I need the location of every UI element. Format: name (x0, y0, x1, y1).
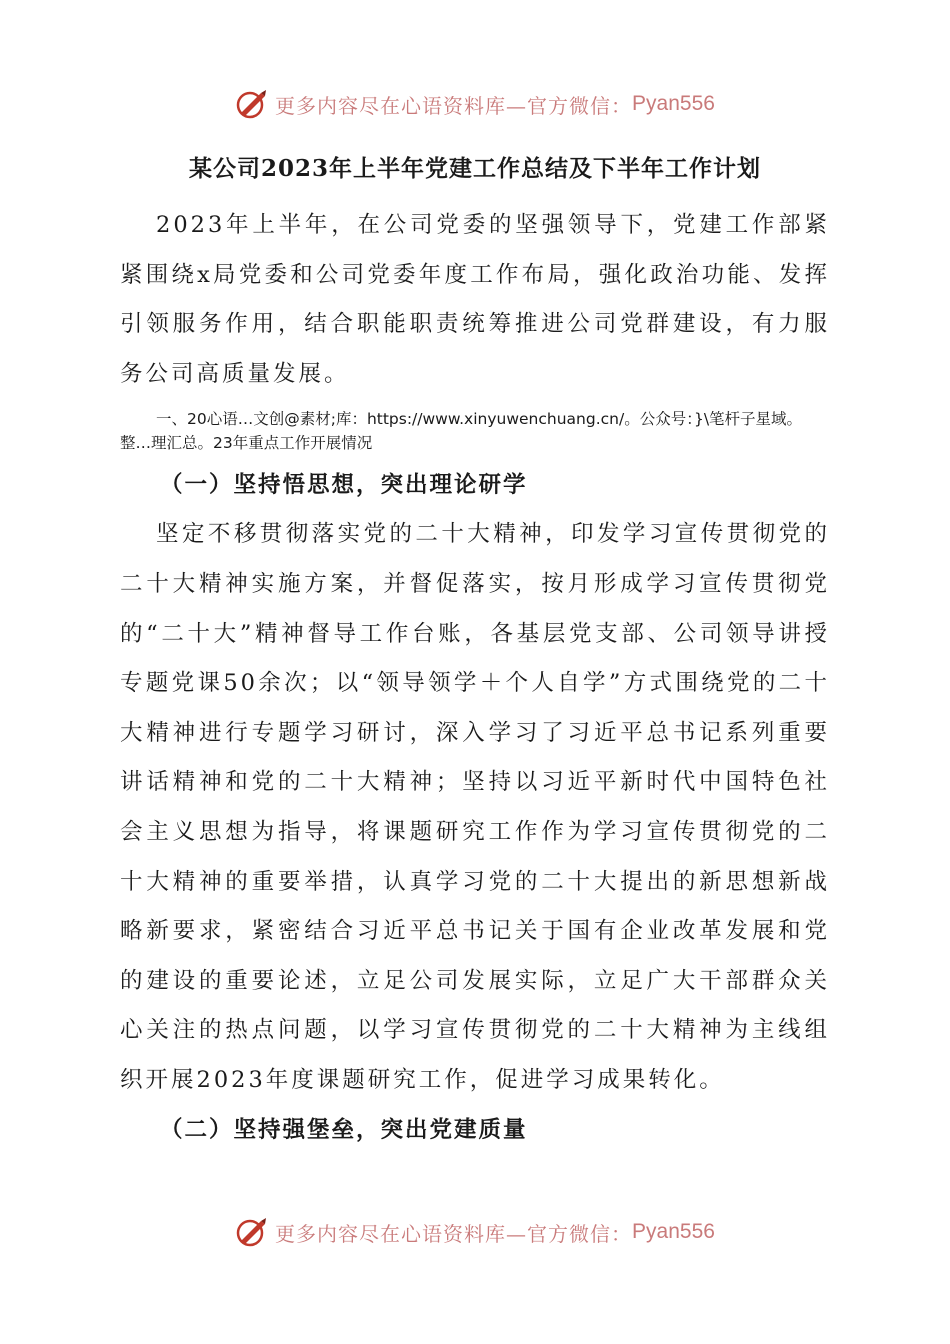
pen-logo-icon (235, 87, 269, 121)
pen-logo-icon (235, 1215, 269, 1249)
banner-text: 更多内容尽在心语资料库—官方微信： (275, 1221, 633, 1246)
banner-text: 更多内容尽在心语资料库—官方微信： (275, 93, 633, 118)
header-banner (0, 84, 950, 124)
section-heading-line: 一、20心语…文创@素材;库：https://www.xinyuwenchuang.cn/。公众号：}\笔杆子星域。整…理汇总。23年重点工作开展情况 (120, 410, 803, 453)
banner-wechat-id: Pyan556 (632, 1220, 715, 1243)
footer-banner (0, 1212, 950, 1252)
banner-wechat-id: Pyan556 (632, 92, 715, 115)
document-body (120, 150, 830, 1155)
document-title: 某公司2023年上半年党建工作总结及下半年工作计划 (188, 155, 761, 182)
subsection-heading-2: （二）坚持强堡垒，突出党建质量 (160, 1116, 528, 1143)
body-paragraph-1: 坚定不移贯彻落实党的二十大精神，印发学习宣传贯彻党的二十大精神实施方案，并督促落实，按月形成学习宣传贯彻党的“二十大”精神督导工作台账，各基层党支部、公司领导讲授专题党课50余次；以“领导领学＋个人自学”方式围绕党的二十大精神进行专题学习研讨，深入学习了习近平总书记系列重要讲话精神和党的二十大精神；坚持以习近平新时代中国特色社会主义思想为指导，将课题研究工作作为学习宣传贯彻党的二十大精神的重要举措，认真学习党的二十大提出的新思想新战略新要求，紧密结合习近平总书记关于国有企业改革发展和党的建设的重要论述，立足公司发展实际，立足广大干部群众关心关注的热点问题，以学习宣传贯彻党的二十大精神为主线组织开展2023年度课题研究工作，促进学习成果转化。 (120, 521, 830, 1093)
subsection-heading-1: （一）坚持悟思想，突出理论研学 (160, 472, 528, 499)
intro-paragraph: 2023年上半年，在公司党委的坚强领导下，党建工作部紧紧围绕x局党委和公司党委年度工作布局，强化政治功能、发挥引领服务作用，结合职能职责统筹推进公司党群建设，有力服务公司高质量发展。 (120, 212, 830, 387)
